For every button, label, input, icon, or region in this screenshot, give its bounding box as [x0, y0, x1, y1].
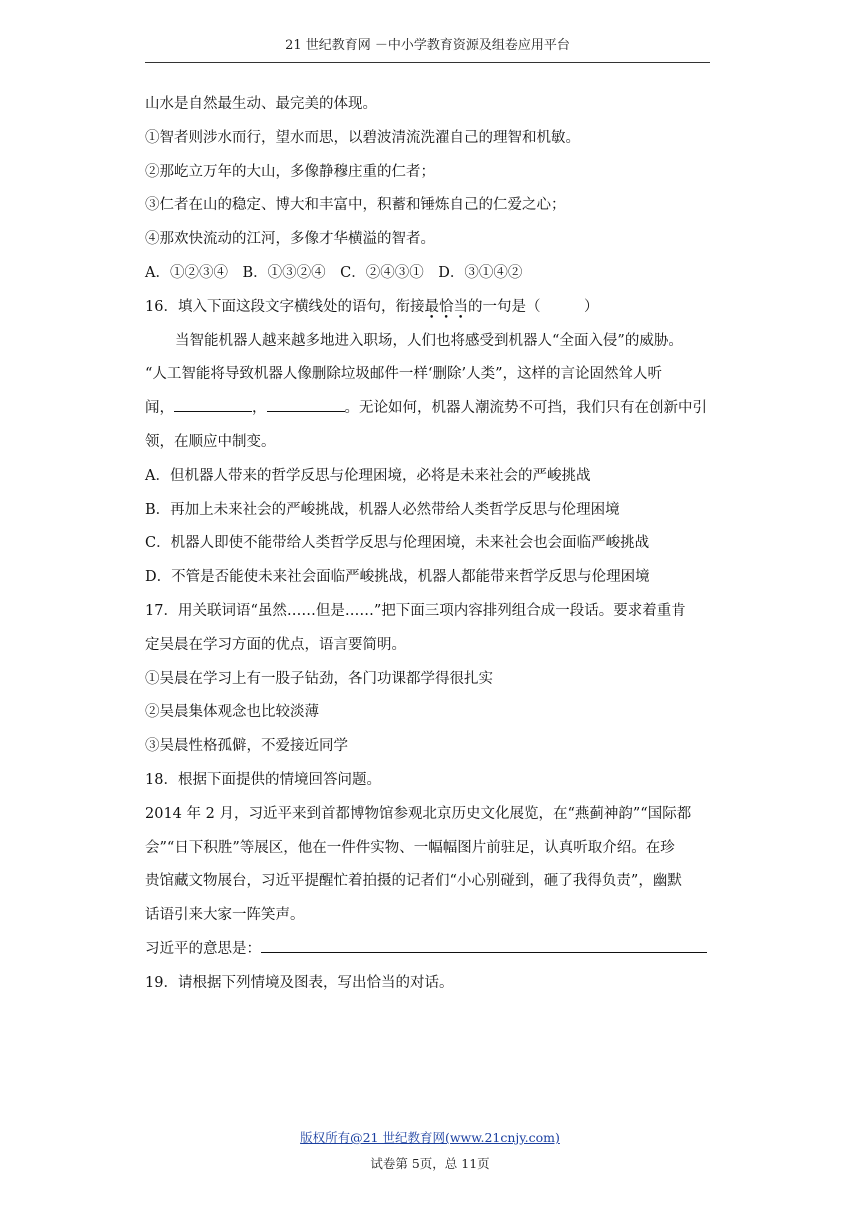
q16-stem	[145, 291, 715, 325]
q18-stem: 18．根据下面提供的情境回答问题。	[145, 771, 381, 788]
q17-item: ②吴晨集体观念也比较淡薄	[145, 704, 319, 721]
q15-item: ③仁者在山的稳定、博大和丰富中，积蓄和锤炼自己的仁爱之心；	[145, 197, 566, 214]
q18-answer-row	[145, 933, 715, 967]
copyright-link[interactable]: 版权所有@21 世纪教育网(www.21cnjy.com)	[300, 1130, 560, 1145]
q18-passage-line: 会”“日下积胜”等展区，他在一件件实物、一幅幅图片前驻足，认真听取介绍。在珍	[145, 839, 675, 856]
q18-passage-line: 贵馆藏文物展台，习近平提醒忙着拍摄的记者们“小心别碰到，砸了我得负责”，幽默	[145, 873, 682, 890]
page-header: 21 世纪教育网 －中小学教育资源及组卷应用平台	[285, 38, 570, 53]
page-number: 试卷第 5页，总 11页	[370, 1156, 490, 1171]
emphasis-char: 当	[453, 298, 468, 315]
q17-item: ①吴晨在学习上有一股子钻劲，各门功课都学得很扎实	[145, 670, 493, 687]
header-rule	[145, 62, 710, 63]
q16-option: D．不管是否能使未来社会面临严峻挑战，机器人都能带来哲学反思与伦理困境	[145, 569, 650, 586]
emphasis-char: 最	[424, 298, 439, 315]
q16-passage-text: 闻，	[145, 400, 174, 417]
q15-item: ②那屹立万年的大山，多像静穆庄重的仁者；	[145, 163, 435, 180]
q17-stem: 17．用关联词语“虽然……但是……”把下面三项内容排列组合成一段话。要求着重肯	[145, 602, 686, 619]
q17-item: ③吴晨性格孤僻，不爱接近同学	[145, 738, 348, 755]
q16-stem-after: 的一句是（ ）	[467, 298, 599, 315]
q16-passage-text: ，	[252, 400, 267, 417]
q16-passage-line: 领，在顺应中制变。	[145, 433, 276, 450]
q19-stem: 19．请根据下列情境及图表，写出恰当的对话。	[145, 974, 454, 991]
q16-option: A．但机器人带来的哲学反思与伦理困境，必将是未来社会的严峻挑战	[145, 467, 591, 484]
document-body	[145, 88, 715, 1001]
q16-passage-line: “人工智能将导致机器人像删除垃圾邮件一样‘删除’人类”，这样的言论固然耸人听	[145, 366, 663, 383]
q16-option: C．机器人即使不能带给人类哲学反思与伦理困境，未来社会也会面临严峻挑战	[145, 535, 650, 552]
q15-options: A．①②③④ B．①③②④ C．②④③① D．③①④②	[145, 264, 523, 281]
q18-passage-line: 2014 年 2 月，习近平来到首都博物馆参观北京历史文化展览，在“燕蓟神韵”“国际都	[145, 805, 692, 822]
q15-lead: 山水是自然最生动、最完美的体现。	[145, 96, 377, 112]
fill-blank	[267, 397, 345, 412]
q17-stem: 定吴晨在学习方面的优点，语言要简明。	[145, 636, 406, 653]
q16-passage-line	[145, 392, 715, 426]
answer-line[interactable]	[261, 937, 707, 953]
q15-item: ④那欢快流动的江河，多像才华横溢的智者。	[145, 231, 435, 248]
q16-passage-line: 当智能机器人越来越多地进入职场，人们也将感受到机器人“全面入侵”的威胁。	[175, 332, 683, 349]
q15-item: ①智者则涉水而行，望水而思，以碧波清流洗濯自己的理智和机敏。	[145, 129, 580, 146]
emphasis-char: 恰	[438, 298, 454, 315]
q16-option: B．再加上未来社会的严峻挑战，机器人必然带给人类哲学反思与伦理困境	[145, 501, 620, 518]
q16-stem-before: 16．填入下面这段文字横线处的语句，衔接	[145, 298, 425, 315]
fill-blank	[174, 397, 252, 412]
q18-answer-label: 习近平的意思是：	[145, 940, 261, 957]
q16-passage-text: 。无论如何，机器人潮流势不可挡，我们只有在创新中引	[344, 400, 707, 417]
q18-passage-line: 话语引来大家一阵笑声。	[145, 907, 305, 924]
